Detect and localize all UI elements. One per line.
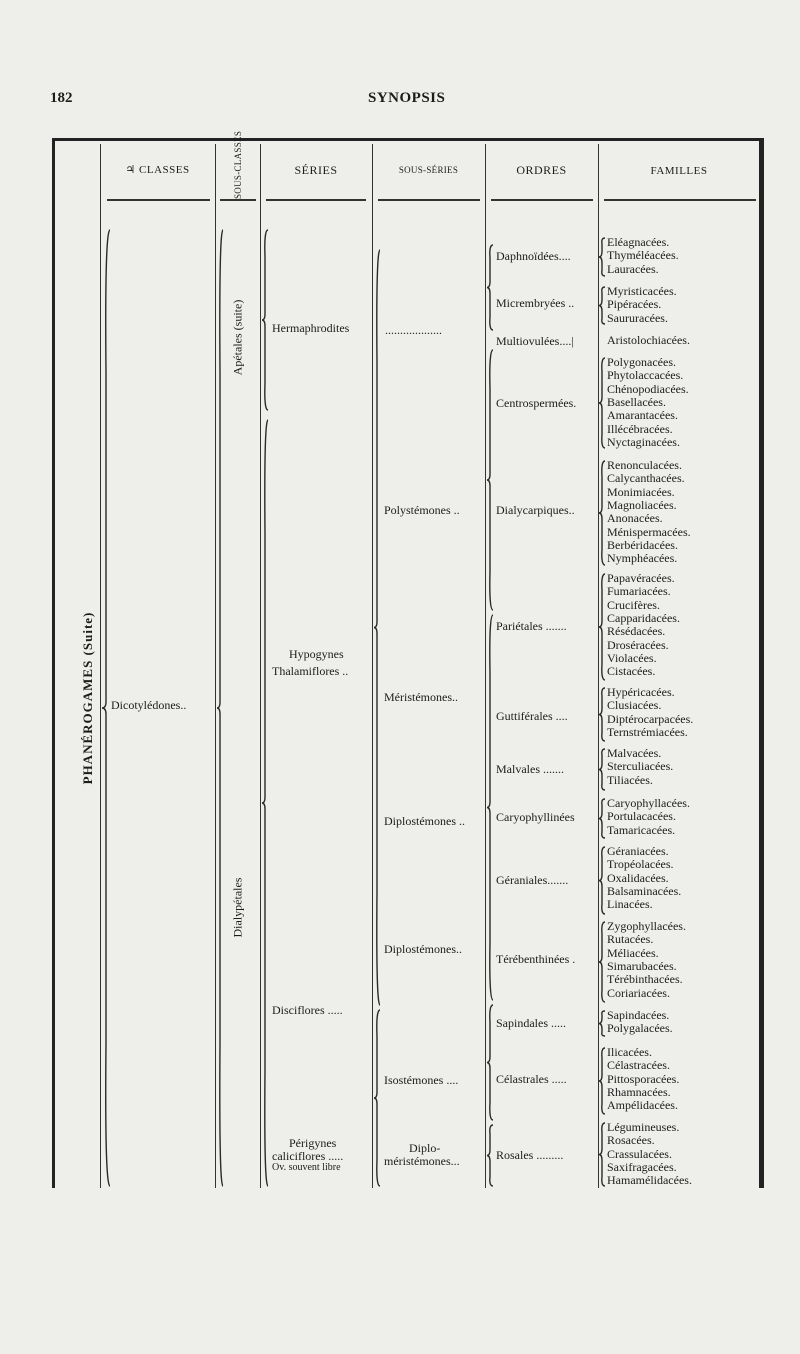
famille-item: Tamaricacées. — [607, 822, 676, 837]
famille-item: Rutacées. — [607, 932, 654, 947]
famille-item: Pittosporacées. — [607, 1071, 680, 1086]
brace-mark — [487, 245, 493, 330]
famille-item: Célastracées. — [607, 1058, 670, 1073]
page-number: 182 — [50, 90, 73, 106]
brace-mark — [599, 461, 605, 565]
famille-item: Thyméléacées. — [607, 248, 679, 263]
serie-hermaphrodites: Hermaphrodites — [272, 321, 350, 335]
famille-item: Myristicacées. — [607, 284, 677, 298]
brace-mark — [599, 1123, 605, 1186]
serie-perigynes: Périgynes — [289, 1136, 337, 1150]
famille-item: Balsaminacées. — [607, 883, 682, 898]
famille-item: Ternstrémiacées. — [607, 724, 688, 739]
famille-item: Eléagnacées. — [607, 235, 670, 249]
brace-mark — [217, 230, 223, 1186]
famille-item: Caryophyllacées. — [607, 796, 690, 810]
famille-item: Nymphéacées. — [607, 551, 678, 566]
famille-item: Capparidacées. — [607, 610, 680, 625]
famille-item: Phytolaccacées. — [607, 368, 684, 383]
ordre-label: Malvales ....... — [496, 762, 564, 776]
ordre-label: Daphnoïdées.... — [496, 249, 571, 263]
famille-item: Tiliacées. — [607, 772, 653, 787]
ordre-label: Pariétales ....... — [496, 619, 567, 633]
brace-mark — [487, 1005, 493, 1120]
sous-serie-isostemones: Isostémones .... — [384, 1073, 459, 1087]
famille-item: Amarantacées. — [607, 408, 678, 423]
famille-item: Rhamnacées. — [607, 1084, 671, 1099]
famille-item: Ilicacées. — [607, 1045, 652, 1059]
brace-mark — [599, 688, 605, 741]
famille-item: Lauracées. — [607, 261, 659, 276]
famille-item: Saxifragacées. — [607, 1159, 677, 1174]
famille-item: Basellacées. — [607, 394, 666, 409]
ordre-label: Dialycarpiques.. — [496, 503, 575, 517]
famille-item: Portulacacées. — [607, 809, 676, 824]
famille-item: Sapindacées. — [607, 1008, 670, 1022]
famille-item: Résédacées. — [607, 624, 666, 639]
serie-disciflores: Disciflores ..... — [272, 1003, 343, 1017]
header-series: SÉRIES — [294, 163, 338, 177]
header-familles: FAMILLES — [650, 165, 708, 177]
famille-item: Sterculiacées. — [607, 759, 674, 774]
ordre-label: Micrembryées .. — [496, 296, 575, 310]
famille-item: Pipéracées. — [607, 297, 662, 312]
famille-item: Aristolochiacées. — [607, 333, 690, 347]
sous-serie-dots: ................... — [385, 323, 442, 337]
brace-mark — [599, 847, 605, 914]
ordre-label: Géraniales....... — [496, 873, 569, 887]
famille-item: Géraniacées. — [607, 844, 669, 858]
embranchement-label: PHANÉROGAMES (Suite) — [80, 611, 95, 785]
ordre-label: Caryophyllinées — [496, 810, 575, 824]
brace-mark — [599, 749, 605, 790]
famille-item: Illécébracées. — [607, 421, 673, 436]
brace-mark — [599, 574, 605, 680]
famille-item: Papavéracées. — [607, 571, 675, 585]
brace-mark — [599, 922, 605, 1002]
famille-item: Coriariacées. — [607, 985, 670, 1000]
famille-item: Chénopodiacées. — [607, 381, 689, 396]
brace-mark — [599, 238, 605, 276]
serie-thalamiflores: Thalamiflores .. — [272, 664, 349, 678]
famille-item: Oxalidacées. — [607, 870, 669, 885]
sous-serie-diplostemones-1: Diplostémones .. — [384, 814, 465, 828]
sous-serie-diplo: Diplo- — [409, 1141, 441, 1155]
sous-serie-meristemones-2: méristémones... — [384, 1154, 460, 1168]
famille-item: Ménispermacées. — [607, 524, 691, 539]
famille-item: Hamamélidacées. — [607, 1173, 692, 1188]
famille-item: Hypéricacées. — [607, 685, 675, 699]
famille-item: Simarubacées. — [607, 958, 677, 973]
famille-item: Diptérocarpacées. — [607, 711, 694, 726]
brace-mark — [374, 1010, 380, 1186]
famille-item: Clusiacées. — [607, 698, 662, 713]
ordre-label: Rosales ......... — [496, 1148, 564, 1162]
header-ordres: ORDRES — [516, 163, 567, 177]
ordre-label: Centrospermées. — [496, 396, 577, 410]
famille-item: Zygophyllacées. — [607, 919, 686, 933]
famille-item: Tropéolacées. — [607, 857, 674, 872]
famille-item: Monimiacées. — [607, 484, 675, 499]
famille-item: Anonacées. — [607, 511, 663, 526]
sous-classe-apetales: Apétales (suite) — [230, 299, 245, 376]
header-sous-classes: SOUS-CLASSES — [233, 130, 243, 199]
famille-item: Polygalacées. — [607, 1021, 673, 1036]
sous-serie-meristemones: Méristémones.. — [384, 690, 458, 704]
famille-item: Crucifères. — [607, 597, 660, 612]
famille-item: Polygonacées. — [607, 355, 676, 369]
famille-item: Renonculacées. — [607, 458, 682, 472]
ordre-label: Multiovulées....| — [496, 334, 574, 348]
brace-mark — [599, 799, 605, 838]
famille-item: Droséracées. — [607, 637, 669, 652]
brace-mark — [599, 1048, 605, 1114]
famille-item: Linacées. — [607, 897, 653, 912]
famille-item: Méliacées. — [607, 945, 659, 960]
ordre-label: Térébenthinées . — [496, 952, 576, 966]
famille-item: Magnoliacées. — [607, 497, 677, 512]
ordre-label: Célastrales ..... — [496, 1072, 567, 1086]
brace-mark — [487, 1125, 493, 1186]
brace-mark — [262, 230, 268, 410]
sous-serie-diplostemones-2: Diplostémones.. — [384, 942, 462, 956]
sous-classe-dialypetales: Dialypétales — [230, 877, 245, 938]
famille-item: Rosacées. — [607, 1133, 655, 1148]
brace-mark — [487, 615, 493, 1000]
famille-item: Térébinthacées. — [607, 972, 683, 987]
sous-serie-polystemones: Polystémones .. — [384, 503, 460, 517]
ordre-label: Sapindales ..... — [496, 1016, 566, 1030]
famille-item: Fumariacées. — [607, 584, 671, 599]
famille-item: Légumineuses. — [607, 1120, 680, 1134]
brace-mark — [599, 1011, 605, 1036]
famille-item: Berbéridacées. — [607, 537, 678, 552]
brace-mark — [599, 287, 605, 324]
brace-mark — [374, 250, 380, 1005]
brace-mark — [487, 350, 493, 610]
famille-item: Saururacées. — [607, 310, 668, 325]
famille-item: Ampélidacées. — [607, 1098, 678, 1113]
famille-item: Violacées. — [607, 650, 657, 665]
brace-mark — [599, 358, 605, 448]
serie-hypogynes: Hypogynes — [289, 647, 344, 661]
brace-mark — [102, 230, 110, 1186]
famille-item: Cistacées. — [607, 664, 656, 679]
serie-ov-libre: Ov. souvent libre — [272, 1162, 341, 1173]
brace-mark — [262, 420, 268, 1186]
famille-item: Crassulacées. — [607, 1146, 672, 1161]
running-head: SYNOPSIS — [368, 90, 446, 106]
header-classes: ♃ CLASSES — [125, 164, 190, 176]
header-sous-series: SOUS-SÉRIES — [398, 165, 459, 175]
classe-label: Dicotylédones.. — [111, 698, 187, 712]
famille-item: Nyctaginacées. — [607, 434, 680, 449]
ordre-label: Guttiférales .... — [496, 709, 568, 723]
famille-item: Calycanthacées. — [607, 471, 685, 486]
serie-caliciflores: caliciflores ..... — [272, 1149, 344, 1163]
famille-item: Malvacées. — [607, 746, 662, 760]
